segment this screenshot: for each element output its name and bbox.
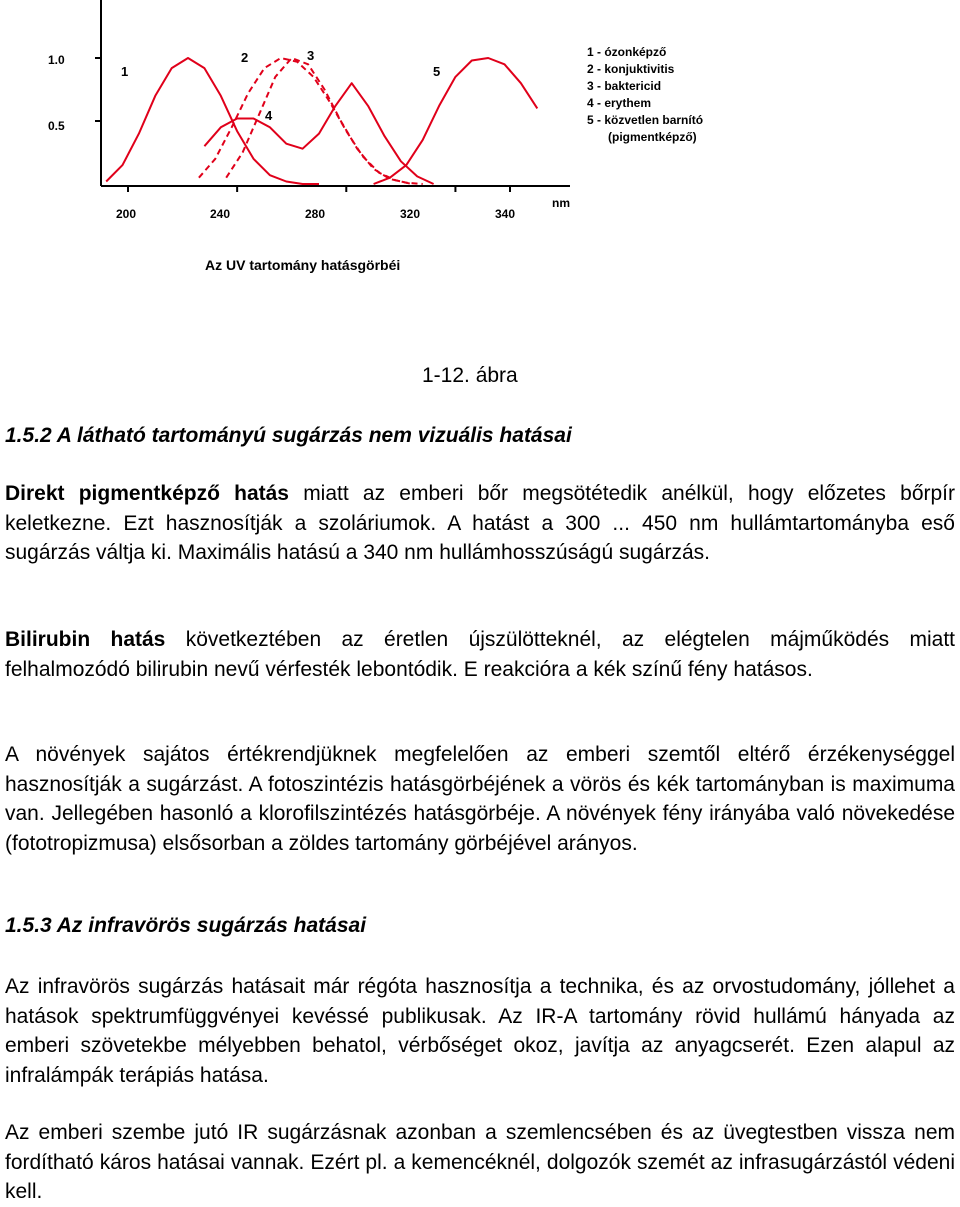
x-tick-label: 240 xyxy=(210,207,231,221)
curve-group xyxy=(106,58,537,184)
x-tick-label: 280 xyxy=(305,207,326,221)
x-tick-label: 200 xyxy=(116,207,137,221)
paragraph-text: Az emberi szembe jutó IR sugárzásnak azonban a szemlencsében és az üvegtestben vissza nem fordítható káros hatásai vannak. Ezért pl. a kemencéknél, dolgozók szemét az infrasugárzástól védeni kell. xyxy=(5,1121,955,1203)
curve-label-3: 3 xyxy=(307,48,315,63)
legend-entry: 5 - közvetlen barnító xyxy=(587,113,704,127)
paragraph-pigment xyxy=(5,479,955,568)
bold-term: Bilirubin hatás xyxy=(5,628,166,651)
paragraph-text: miatt az emberi bőr megsötétedik anélkül, hogy előzetes bőrpír keletkezne. Ezt hasznosítják a szoláriumok. A hatást a 300 ... 450 nm hullámtartományba eső sugárzás váltja ki. Maximális hatású a 340 nm hullámhosszúságú sugárzás. xyxy=(5,482,955,564)
figure-number: 1-12. ábra xyxy=(422,364,518,387)
legend-entry: 4 - erythem xyxy=(587,96,652,110)
paragraph-text: következtében az éretlen újszülötteknél, az elégtelen májműködés miatt felhalmozódó bilirubin nevű vérfesték lebontódik. E reakcióra a kék színű fény hatásos. xyxy=(5,628,955,681)
x-tick-label: 340 xyxy=(495,207,516,221)
curve-label-2: 2 xyxy=(241,50,249,65)
y-tick-label: 0.5 xyxy=(48,119,65,133)
curve-series-5 xyxy=(374,58,538,184)
legend-entry: 2 - konjuktivitis xyxy=(587,62,675,76)
paragraph-text: Az infravörös sugárzás hatásait már régóta hasznosítja a technika, és az orvostudomány, jóllehet a hatások spektrumfüggvényei kevéssé publikusak. Az IR-A tartomány rövid hullámú hányada az emberi szövetekbe mélyebben behatol, vérbőséget okoz, javítja az anyagcserét. Ezen alapul az infralámpák terápiás hatása. xyxy=(5,975,955,1087)
legend-entry: 1 - ózonképző xyxy=(587,45,667,59)
legend xyxy=(587,45,703,144)
figure-caption: Az UV tartomány hatásgörbéi xyxy=(205,257,401,273)
paragraph-text: A növények sajátos értékrendjüknek megfelelően az emberi szemtől eltérő érzékenységgel hasznosítják a sugárzást. A fotoszintézis hatásgörbéjének a vörös és kék tartományban is maximuma van. Jellegében hasonló a klorofilszintézés hatásgörbéje. A növények fény irányába való növekedése (fototropizmusa) elsősorban a zöldes tartomány görbéjével arányos. xyxy=(5,743,955,855)
curve-label-4: 4 xyxy=(265,108,273,123)
paragraph-infrared xyxy=(5,972,955,1090)
legend-entry: 3 - baktericid xyxy=(587,79,662,93)
x-tick-label: 320 xyxy=(400,207,421,221)
bold-term: Direkt pigmentképző hatás xyxy=(5,482,289,505)
paragraph-plants xyxy=(5,740,955,858)
x-unit-label: nm xyxy=(552,196,570,210)
section-heading: 1.5.3 Az infravörös sugárzás hatásai xyxy=(5,914,367,937)
tick-group xyxy=(95,58,510,192)
curve-label-5: 5 xyxy=(433,64,441,79)
chart-svg xyxy=(40,0,740,290)
paragraph-bilirubin xyxy=(5,625,955,684)
legend-entry: (pigmentképző) xyxy=(608,130,697,144)
paragraph-eye xyxy=(5,1118,955,1207)
y-tick-label: 1.0 xyxy=(48,53,65,67)
uv-action-spectrum-figure xyxy=(40,0,740,290)
section-heading: 1.5.2 A látható tartományú sugárzás nem vizuális hatásai xyxy=(5,424,572,447)
curve-series-2 xyxy=(226,58,423,184)
curve-series-1 xyxy=(106,58,319,184)
curve-label-1: 1 xyxy=(121,64,129,79)
